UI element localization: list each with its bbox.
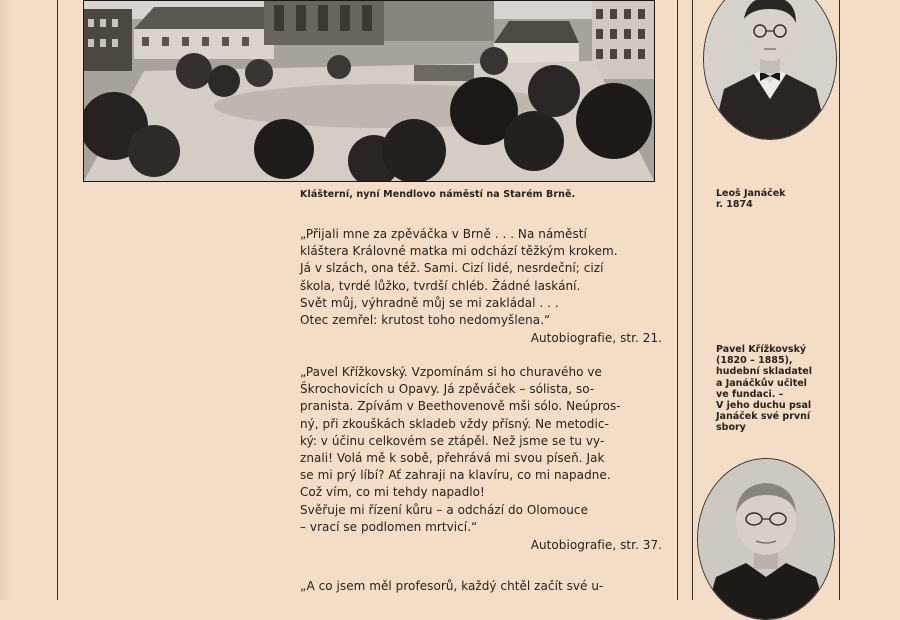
quote-line: „A co jsem měl profesorů, každý chtěl začít své u- xyxy=(300,579,604,593)
quote-line: ký: v účinu celkovém se ztápěl. Než jsme se tu vy- xyxy=(300,433,605,448)
caption-line: ve fundaci. – xyxy=(716,388,784,400)
photo-caption: Klášterní, nyní Mendlovo náměstí na Starém Brně. xyxy=(300,189,576,200)
caption-line: V jeho duchu psal xyxy=(716,400,812,412)
quote-line: „Pavel Křížkovský. Vzpomínám si ho churavého ve xyxy=(300,365,602,379)
quote-source: Autobiografie, str. 37. xyxy=(530,538,662,553)
quote-line: Svěřuje mi řízení kůru – a odchází do Olomouce xyxy=(300,502,589,517)
caption-line: Janáček své první xyxy=(716,411,811,423)
janacek-caption xyxy=(716,188,834,210)
quote-line: ný, při zkouškách skladeb vždy přísný. Ne metodic- xyxy=(300,416,609,431)
quote-line: „Přijali mne za zpěváčka v Brně . . . Na náměstí xyxy=(300,227,587,241)
quote-line: Škrochovicích u Opavy. Já zpěváček – sólista, so- xyxy=(300,382,595,397)
janacek-portrait-art xyxy=(704,0,836,139)
quote-line: pranista. Zpívám v Beethovenově mši sólo. Neúpros- xyxy=(300,399,621,414)
quote-line: Svět můj, výhradně můj se mi zakládal . . . xyxy=(300,295,559,310)
caption-line: Pavel Křížkovský xyxy=(716,344,807,355)
page-edge xyxy=(0,0,12,600)
quote-line: – vrací se podlomen mrtvicí.“ xyxy=(300,519,478,534)
caption-line: (1820 – 1885), xyxy=(716,355,793,367)
quote-line: kláštera Královné matka mi odchází těžkým krokem. xyxy=(300,244,618,259)
janacek-portrait xyxy=(703,0,837,140)
quote-autobiography-21 xyxy=(300,226,662,347)
caption-line: sbory xyxy=(716,422,746,434)
quote-line: znali! Volá mě k sobě, přehrává mi svou píseň. Jak xyxy=(300,451,605,466)
square-photograph xyxy=(83,0,655,182)
krizkovsky-caption xyxy=(716,344,834,434)
caption-line: r. 1874 xyxy=(716,199,753,211)
caption-line: a Janáčkův učitel xyxy=(716,377,807,389)
quote-line: škola, tvrdé lůžko, tvrdší chléb. Žádné laskání. xyxy=(300,278,581,293)
square-photo-art xyxy=(84,1,654,181)
quote-source: Autobiografie, str. 21. xyxy=(530,331,662,346)
column-rule-sidebar-left xyxy=(677,0,678,600)
column-rule-sidebar-inner xyxy=(692,0,693,600)
quote-autobiography-37 xyxy=(300,364,662,554)
quote-line: Já v slzách, ona též. Sami. Cizí lidé, nesrdeční; cizí xyxy=(300,261,604,276)
caption-line: hudební skladatel xyxy=(716,366,812,378)
column-rule-sidebar-right xyxy=(839,0,840,600)
caption-line: Leoš Janáček xyxy=(716,188,786,199)
krizkovsky-portrait xyxy=(697,458,835,620)
krizkovsky-portrait-art xyxy=(698,459,834,619)
quote-line: Otec zemřel: krutost toho nedomyšlena.“ xyxy=(300,313,551,328)
quote-line: se mi prý líbí? Ať zahraji na klavíru, co mi napadne. xyxy=(300,468,611,483)
quote-line: Což vím, co mi tehdy napadlo! xyxy=(300,485,485,500)
column-rule-left xyxy=(57,0,58,600)
quote-professors xyxy=(300,578,662,595)
